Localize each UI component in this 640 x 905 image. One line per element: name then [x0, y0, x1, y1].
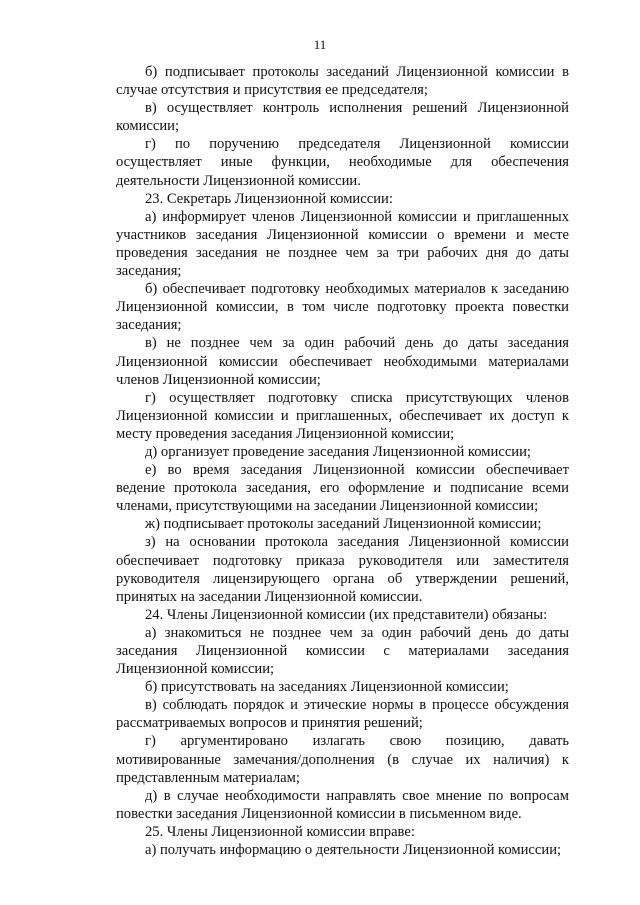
paragraph-24d: г) аргументировано излагать свою позицию, давать мотивированные замечания/дополнения (в случае их наличия) к представленным материалам; — [116, 733, 569, 786]
paragraph-24a: а) знакомиться не позднее чем за один рабочий день до даты заседания Лицензионной комиссии с материалами заседания Лицензионной комиссии; — [116, 624, 569, 678]
section-23-heading: 23. Секретарь Лицензионной комиссии: — [145, 190, 393, 207]
section-24-heading: 24. Члены Лицензионной комиссии (их представители) обязаны: — [145, 606, 548, 623]
page-number: 11 — [313, 37, 327, 52]
paragraph-23c: в) не позднее чем за один рабочий день до даты заседания Лицензионной комиссии обеспечивает необходимыми материалами членов Лицензионной комиссии; — [116, 335, 569, 388]
paragraph-23b: б) обеспечивает подготовку необходимых материалов к заседанию Лицензионной комиссии, в том числе подготовку проекта повестки заседания; — [116, 281, 569, 334]
paragraph-23e: д) организует проведение заседания Лицензионной комиссии; — [145, 443, 531, 460]
document-body — [116, 63, 569, 859]
paragraph-24b: б) присутствовать на заседаниях Лицензионной комиссии; — [145, 679, 509, 696]
paragraph-22b: б) подписывает протоколы заседаний Лицензионной комиссии в случае отсутствия и присутствия ее председателя; — [116, 64, 569, 99]
paragraph-24e: д) в случае необходимости направлять свое мнение по вопросам повестки заседания Лицензионной комиссии в письменном виде. — [116, 787, 569, 822]
paragraph-22d: г) по поручению председателя Лицензионной комиссии осуществляет иные функции, необходимые для обеспечения деятельности Лицензионной комиссии. — [116, 136, 569, 189]
paragraph-25a: а) получать информацию о деятельности Лицензионной комиссии; — [145, 842, 562, 859]
paragraph-23h: з) на основании протокола заседания Лицензионной комиссии обеспечивает подготовку приказа руководителя или заместителя руководителя лицензирующего органа об утверждении решений, принятых на заседании Лицензионной комиссии. — [116, 534, 569, 605]
paragraph-22c: в) осуществляет контроль исполнения решений Лицензионной комиссии; — [116, 100, 569, 135]
section-25-heading: 25. Члены Лицензионной комиссии вправе: — [145, 823, 415, 840]
paragraph-23g: ж) подписывает протоколы заседаний Лицензионной комиссии; — [145, 516, 542, 533]
paragraph-23a: а) информирует членов Лицензионной комиссии и приглашенных участников заседания Лицензионной комиссии о времени и месте проведения заседания не позднее чем за три рабочих дня до даты заседания; — [116, 208, 569, 280]
paragraph-24c: в) соблюдать порядок и этические нормы в процессе обсуждения рассматриваемых вопросов и принятия решений; — [116, 697, 569, 732]
paragraph-23d: г) осуществляет подготовку списка присутствующих членов Лицензионной комиссии и приглашенных, обеспечивает их доступ к месту проведения заседания Лицензионной комиссии; — [116, 389, 569, 442]
paragraph-23f: е) во время заседания Лицензионной комиссии обеспечивает ведение протокола заседания, его оформление и подписание всеми членами, присутствующими на заседании Лицензионной комиссии; — [116, 462, 569, 515]
